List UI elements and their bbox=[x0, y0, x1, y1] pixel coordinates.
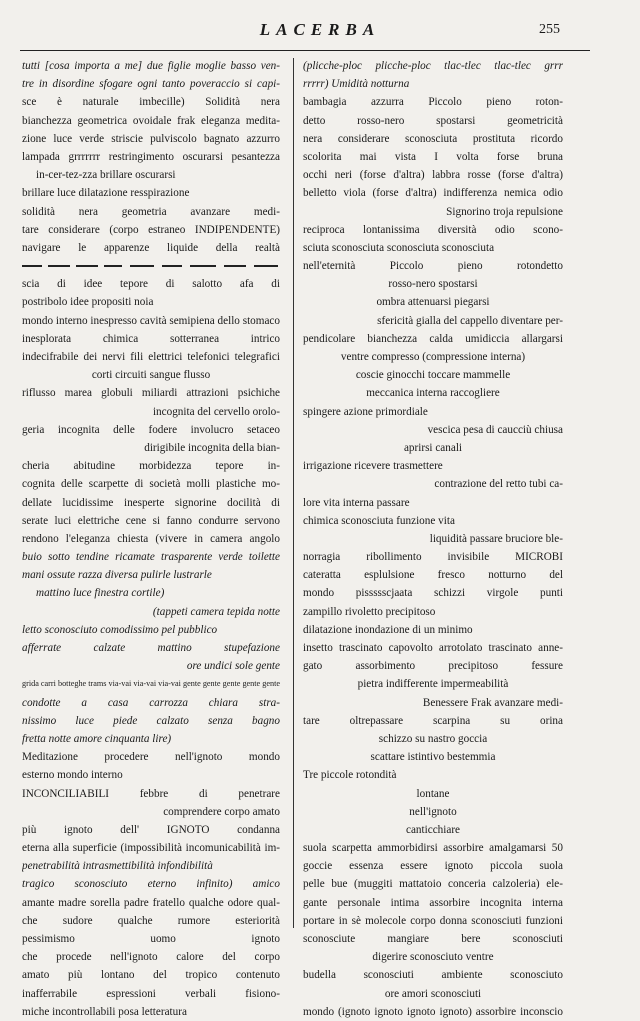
text-line: mattino luce finestra cortile) bbox=[36, 587, 165, 600]
text-line: pessimismo uomo ignoto bbox=[22, 933, 280, 945]
text-line: bianchezza geometrica ovoidale frak eleganza medita- bbox=[22, 114, 280, 127]
text-line: (plicche-ploc plicche-ploc tlac-tlec tlac-tlec grrr bbox=[303, 60, 563, 72]
text-line: digerire sconosciuto ventre bbox=[372, 951, 494, 964]
text-line: cheria abitudine morbidezza tepore in- bbox=[22, 460, 280, 473]
text-line: meccanica interna raccogliere bbox=[366, 387, 500, 400]
text-line: incognita del cervello orolo- bbox=[152, 405, 280, 418]
text-line: miche incontrollabili posa letteratura bbox=[22, 1005, 187, 1018]
text-line: ore amori sconosciuti bbox=[384, 987, 482, 1000]
text-line: budella sconosciuti ambiente sconosciuto bbox=[303, 969, 563, 982]
text-line: tragico sconosciuto eterno infinito) amico bbox=[22, 878, 280, 891]
text-line: fretta notte amore cinquanta lire) bbox=[22, 732, 172, 745]
text-line: penetrabilità intrasmettibilità infondibilità bbox=[22, 860, 213, 873]
text-line: nell'eternità Piccolo pieno rotondetto bbox=[303, 260, 563, 273]
text-line: contrazione del retto tubi ca- bbox=[434, 478, 563, 491]
text-line: spingere azione primordiale bbox=[303, 405, 428, 418]
text-line: scia di idee tepore di salotto afa di bbox=[22, 278, 280, 291]
text-line: mondo pissssscjaata schizzi virgole punti bbox=[303, 587, 563, 600]
text-line: condotte a casa carrozza chiara stra- bbox=[22, 696, 280, 709]
text-line: dellate lucidissime inesperte signorine docilità di bbox=[22, 496, 280, 509]
text-line: reciproca lontanissima diversità odio scono- bbox=[303, 223, 563, 236]
text-line: rosso-nero spostarsi bbox=[388, 278, 478, 291]
text-line: in-cer-tez-zza brillare oscurarsi bbox=[36, 169, 176, 182]
text-line: ombra attenuarsi piegarsi bbox=[376, 296, 490, 309]
journal-title: LACERBA bbox=[259, 20, 381, 39]
text-line: insetto trascinato capovolto arrotolato trascinato anne- bbox=[303, 642, 563, 654]
text-line: sfericità gialla del cappello diventare per- bbox=[377, 314, 563, 327]
text-line: brillare luce dilatazione resspirazione bbox=[22, 187, 190, 200]
text-line: mondo (ignoto ignoto ignoto ignoto) assorbire inconscio bbox=[303, 1005, 563, 1018]
text-line: occhi neri (forse d'altra) labbra rosse (forse d'altra) bbox=[303, 169, 563, 182]
text-line: pendicolare bianchezza calda umidiccia allargarsi bbox=[303, 332, 563, 345]
text-line: pelle bue (muggiti mattatoio conceria calzoleria) ele- bbox=[303, 878, 563, 891]
text-line: esterno mondo interno bbox=[22, 769, 123, 782]
left-column bbox=[22, 57, 280, 1021]
text-line: amante madre sorella padre fratello qualche odore qual- bbox=[22, 896, 280, 909]
text-line: Meditazione procedere nell'ignoto mondo bbox=[22, 751, 280, 764]
text-line: nissimo luce piede calzato senza bagno bbox=[22, 714, 280, 727]
text-line: chimica sconosciuta funzione vita bbox=[303, 514, 455, 527]
text-line: goccie essenza essere ignoto piccola suola bbox=[303, 860, 563, 873]
text-line: Benessere Frak avanzare medi- bbox=[422, 696, 563, 709]
text-line: bambagia azzurra Piccolo pieno roton- bbox=[303, 96, 563, 109]
text-line: (tappeti camera tepida notte bbox=[152, 605, 280, 618]
text-line: tre in disordine sfogare ogni tanto poveraccio si capi- bbox=[22, 78, 280, 91]
text-line: Tre piccole rotondità bbox=[303, 769, 397, 782]
text-line: Signorino troja repulsione bbox=[446, 205, 563, 218]
text-line: suola scarpetta ammorbidirsi assorbire amalgamarsi 50 bbox=[303, 842, 563, 855]
text-line: nell'ignoto bbox=[409, 805, 457, 818]
text-line: che sudore qualche rumore esteriorità bbox=[22, 914, 280, 927]
text-line: corti circuiti sangue flusso bbox=[91, 369, 211, 382]
text-line: nera considerare sconosciuta prostituta ricordo bbox=[303, 132, 563, 145]
text-line: zampillo rivoletto precipitoso bbox=[303, 605, 436, 618]
text-line: eterna alla superficie (impossibilità incomunicabilità im- bbox=[22, 842, 280, 855]
text-line: postribolo idee propositi noia bbox=[22, 296, 154, 309]
text-line: afferrate calzate mattino stupefazione bbox=[22, 642, 280, 654]
text-line: gante personale intima assorbire incognita interna bbox=[303, 896, 563, 909]
page-header bbox=[0, 20, 640, 40]
text-line: solidità nera geometria avanzare medi- bbox=[22, 205, 280, 218]
text-line: portare in sè molecole corpo donna sconosciuti funzioni bbox=[303, 914, 563, 927]
text-line: indecifrabile dei nervi fili elettrici telefonici telegrafici bbox=[22, 351, 280, 363]
text-line: belletto viola (forse d'altra) indifferenza nemica odio bbox=[303, 187, 563, 200]
text-line: scolorita mai vista I volta forse bruna bbox=[303, 150, 563, 163]
text-line: mani ossute razza diversa pulirle lustrarle bbox=[22, 569, 212, 582]
text-line: dilatazione inondazione di un minimo bbox=[303, 623, 473, 636]
text-line: inafferrabile espressioni verbali fisiono- bbox=[22, 987, 280, 1000]
text-line: dirigibile incognita della bian- bbox=[144, 441, 280, 454]
text-line: riflusso marea globuli miliardi attrazioni psichiche bbox=[22, 387, 280, 400]
text-line: vescica pesa di caucciù chiusa bbox=[427, 423, 563, 436]
text-line: sconosciute mangiare bere sconosciuti bbox=[303, 933, 563, 945]
text-line: lore vita interna passare bbox=[303, 496, 410, 509]
header-rule bbox=[20, 50, 590, 51]
text-line: comprendere corpo amato bbox=[163, 805, 280, 818]
text-line: mondo interno inespresso cavità semipiena dello stomaco bbox=[22, 314, 280, 327]
text-line: sciuta sconosciuta sconosciuta sconosciuta bbox=[303, 241, 495, 254]
text-line: rrrrr) Umidità notturna bbox=[303, 78, 410, 91]
text-line: più ignoto dell' IGNOTO condanna bbox=[22, 823, 280, 836]
page-number: 255 bbox=[539, 22, 560, 37]
text-line: tutti [cosa importa a me] due figlie moglie basso ven- bbox=[22, 60, 280, 72]
text-line: irrigazione ricevere trasmettere bbox=[303, 460, 443, 473]
text-line: sce è naturale imbecille) Solidità nera bbox=[22, 96, 280, 109]
text-line: grida carri botteghe trams via-vai via-vai via-vai gente gente gente gente gente bbox=[22, 679, 280, 689]
text-line: buio sotto tendine ricamate trasparente verde toilette bbox=[22, 551, 280, 564]
text-line: navigare le apparenze liquide della realtà bbox=[22, 241, 280, 254]
text-line: aprirsi canali bbox=[403, 441, 463, 454]
text-line: serate luci elettriche cene si fanno condurre servono bbox=[22, 514, 280, 527]
text-line: norragia ribollimento invisibile MICROBI bbox=[303, 551, 563, 564]
text-line: rendono l'eleganza chiesta (vivere in camera angolo bbox=[22, 532, 280, 545]
text-line: pietra indifferente impermeabilità bbox=[357, 678, 509, 691]
right-column bbox=[303, 57, 563, 1021]
text-line: cognita delle scarpette di società molli plastiche mo- bbox=[22, 478, 280, 491]
text-line: zione luce verde striscie pulviscolo bagnato azzurro bbox=[22, 132, 280, 145]
text-line: inesplorata chimica sotterranea intrico bbox=[22, 332, 280, 345]
text-line: scattare istintivo bestemmia bbox=[370, 751, 496, 764]
text-line bbox=[22, 257, 280, 275]
text-line: tare oltrepassare scarpina su orina bbox=[303, 714, 563, 727]
column-divider bbox=[293, 58, 294, 928]
text-line: ventre compresso (compressione interna) bbox=[340, 351, 526, 363]
text-line: lampada grrrrrrr restringimento oscurarsi pesantezza bbox=[22, 150, 280, 163]
text-line: INCONCILIABILI febbre di penetrare bbox=[22, 787, 280, 800]
text-line: tare considerare (corpo estraneo INDIPENDENTE) bbox=[22, 223, 280, 236]
text-line: amato più lontano del tropico contenuto bbox=[22, 969, 280, 982]
text-line: letto sconosciuto comodissimo pel pubblico bbox=[22, 623, 218, 636]
text-line: canticchiare bbox=[405, 823, 461, 836]
text-line: che procede nell'ignoto calore del corpo bbox=[22, 951, 280, 964]
text-line: cateratta esplulsione fresco notturno del bbox=[303, 569, 563, 582]
text-line: coscie ginocchi toccare mammelle bbox=[355, 369, 511, 382]
text-line: detto rosso-nero spostarsi geometricità bbox=[303, 114, 563, 127]
text-line: gato assorbimento precipitoso fessure bbox=[303, 660, 563, 673]
text-line: schizzo su nastro goccia bbox=[378, 732, 488, 745]
text-line: lontane bbox=[416, 787, 450, 800]
text-line: liquidità passare bruciore ble- bbox=[429, 532, 563, 545]
text-line: geria incognita delle fodere involucro setaceo bbox=[22, 423, 280, 436]
text-line: ore undici sole gente bbox=[186, 660, 280, 673]
